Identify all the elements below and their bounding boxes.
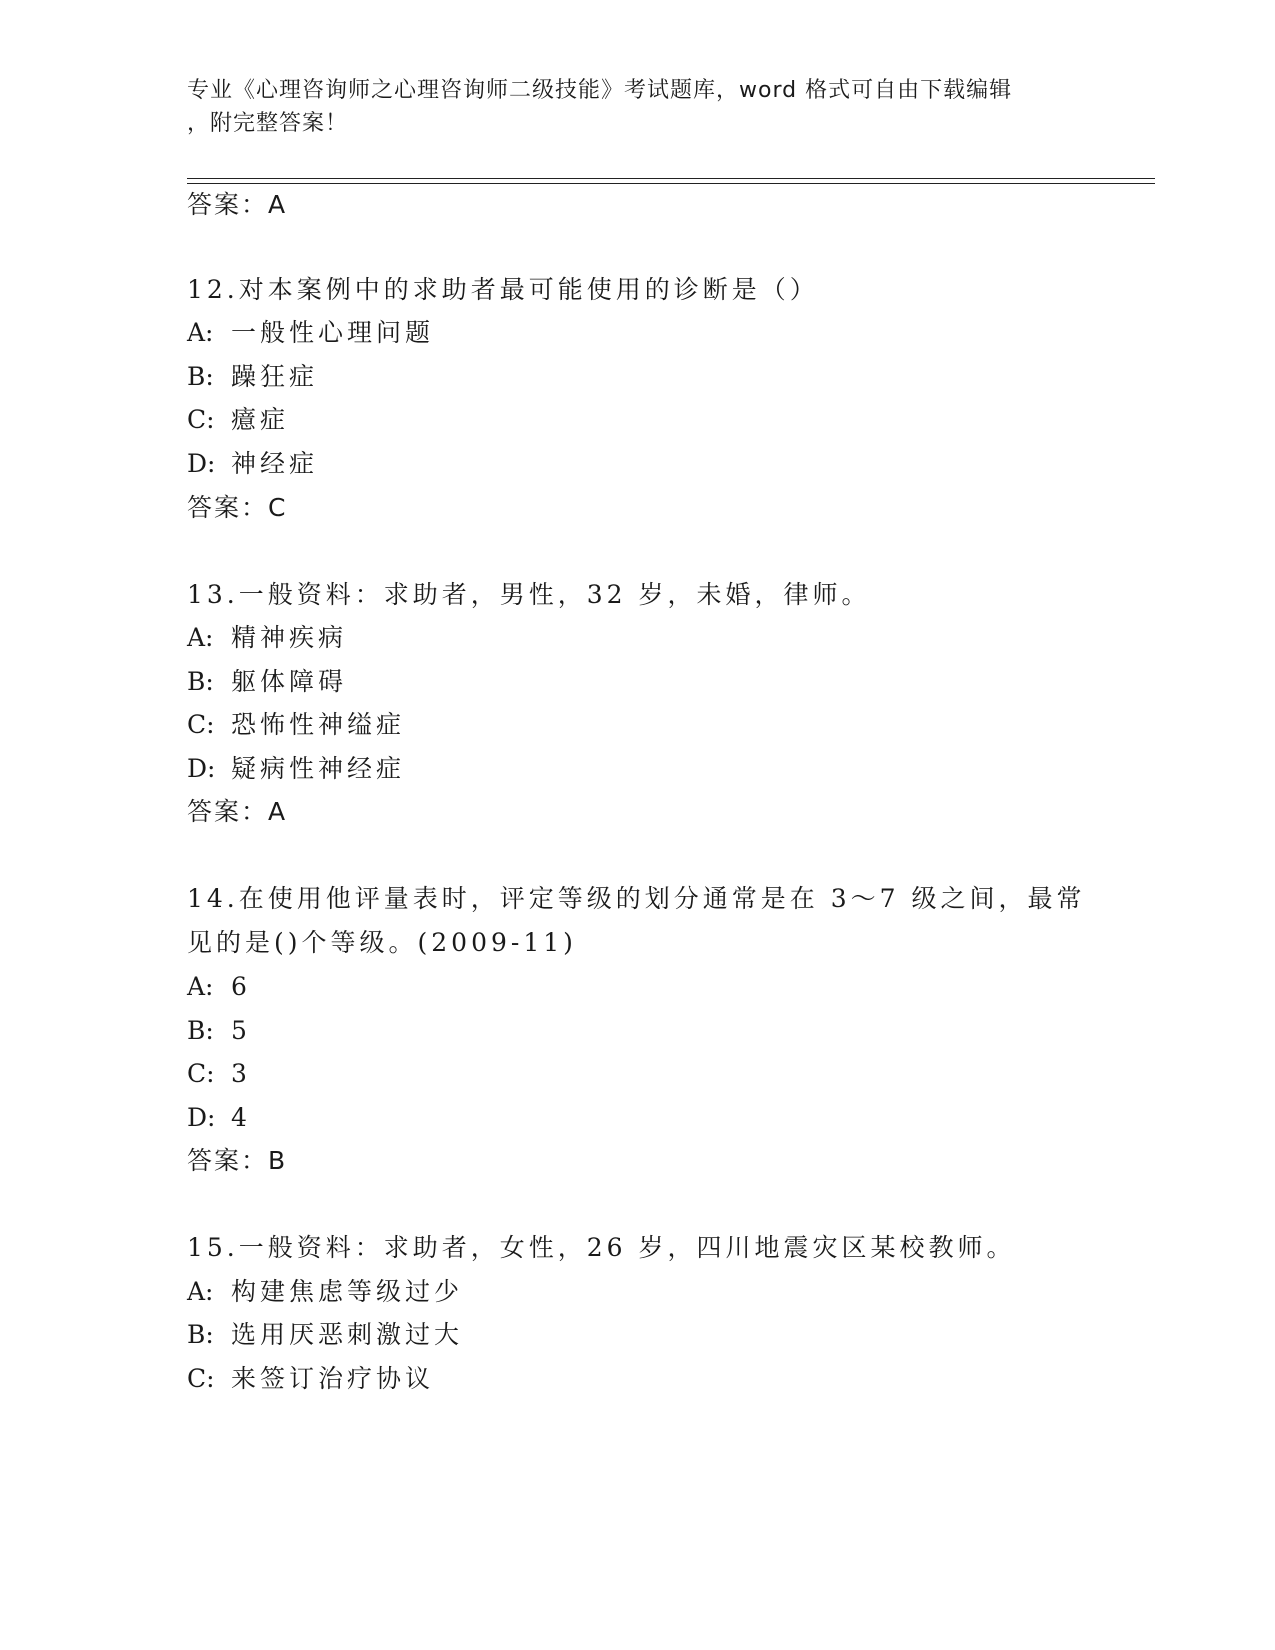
option-line bbox=[187, 449, 318, 479]
question-stem: 15.一般资料：求助者，女性，26 岁，四川地震灾区某校教师。 bbox=[187, 1233, 1016, 1262]
header-line-2: ，附完整答案！ bbox=[187, 111, 349, 136]
option-label: A: bbox=[187, 1277, 214, 1306]
header-divider-top bbox=[187, 178, 1155, 179]
option-text: 来签订治疗协议 bbox=[231, 1364, 435, 1393]
option-text: 5 bbox=[231, 1016, 251, 1045]
option-line bbox=[187, 667, 347, 697]
answer-line: 答案：B bbox=[187, 1146, 288, 1175]
option-text: 6 bbox=[231, 972, 251, 1001]
question-stem-continued: 见的是()个等级。(2009-11) bbox=[187, 928, 577, 957]
option-text: 疑病性神经症 bbox=[231, 754, 406, 783]
question-stem: 12.对本案例中的求助者最可能使用的诊断是（） bbox=[187, 275, 819, 304]
option-text: 构建焦虑等级过少 bbox=[231, 1277, 464, 1306]
option-line bbox=[187, 318, 434, 348]
option-label: C: bbox=[187, 405, 215, 434]
option-text: 4 bbox=[231, 1103, 251, 1132]
option-line bbox=[187, 972, 251, 1002]
option-label: D: bbox=[187, 1103, 216, 1132]
option-line bbox=[187, 1320, 463, 1350]
option-label: C: bbox=[187, 1059, 215, 1088]
option-label: C: bbox=[187, 710, 215, 739]
option-text: 躯体障碍 bbox=[231, 667, 348, 696]
answer-line: 答案：C bbox=[187, 493, 288, 522]
answer-line: 答案：A bbox=[187, 797, 288, 826]
option-label: B: bbox=[187, 362, 214, 391]
header-line-1: 专业《心理咨询师之心理咨询师二级技能》考试题库，word 格式可自由下载编辑 bbox=[187, 78, 1013, 103]
option-text: 神经症 bbox=[231, 449, 319, 478]
option-label: B: bbox=[187, 667, 214, 696]
document-header bbox=[187, 74, 1067, 140]
option-text: 癔症 bbox=[231, 405, 290, 434]
option-line bbox=[187, 362, 318, 392]
option-line bbox=[187, 1059, 251, 1089]
option-line bbox=[187, 623, 347, 653]
option-text: 恐怖性神缢症 bbox=[231, 710, 406, 739]
option-line bbox=[187, 754, 405, 784]
option-text: 一般性心理问题 bbox=[231, 318, 435, 347]
option-line bbox=[187, 1277, 463, 1307]
question-stem: 14.在使用他评量表时，评定等级的划分通常是在 3～7 级之间，最常 bbox=[187, 884, 1086, 913]
option-line bbox=[187, 1103, 251, 1133]
answer-line: 答案：A bbox=[187, 190, 288, 219]
option-line bbox=[187, 710, 405, 740]
option-label: B: bbox=[187, 1016, 214, 1045]
option-label: C: bbox=[187, 1364, 215, 1393]
option-line bbox=[187, 1016, 251, 1046]
question-stem: 13.一般资料：求助者，男性，32 岁，未婚，律师。 bbox=[187, 580, 871, 609]
option-label: A: bbox=[187, 318, 214, 347]
option-line bbox=[187, 1364, 434, 1394]
option-label: A: bbox=[187, 972, 214, 1001]
option-label: A: bbox=[187, 623, 214, 652]
option-label: D: bbox=[187, 449, 216, 478]
option-text: 精神疾病 bbox=[231, 623, 348, 652]
header-divider-bottom bbox=[187, 183, 1155, 184]
option-line bbox=[187, 405, 289, 435]
option-text: 选用厌恶刺激过大 bbox=[231, 1320, 464, 1349]
option-label: B: bbox=[187, 1320, 214, 1349]
option-text: 躁狂症 bbox=[231, 362, 319, 391]
option-label: D: bbox=[187, 754, 216, 783]
option-text: 3 bbox=[231, 1059, 251, 1088]
